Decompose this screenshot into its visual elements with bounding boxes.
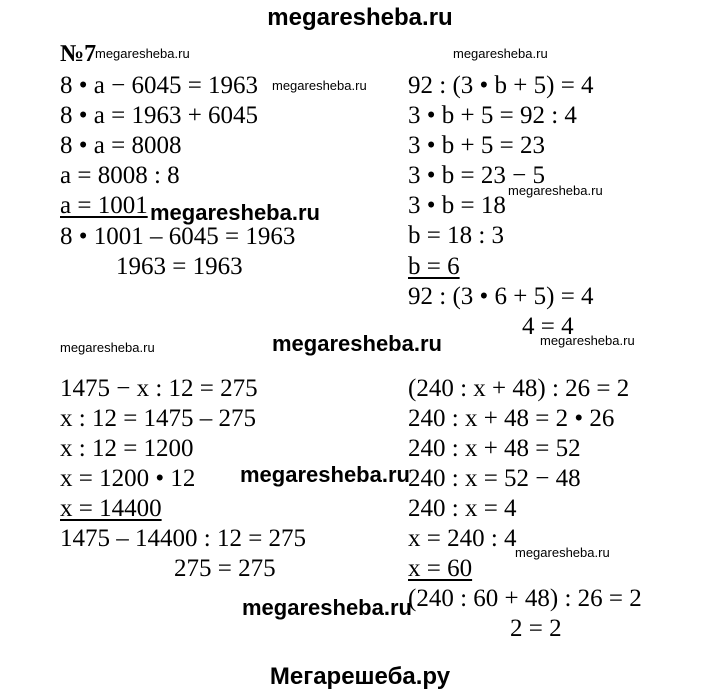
equation-line: 8 • a = 1963 + 6045 bbox=[60, 102, 259, 129]
check-line: 8 • 1001 – 6045 = 1963 bbox=[60, 223, 296, 250]
watermark-large: megaresheba.ru bbox=[240, 462, 410, 487]
equation-line: 3 • b = 23 − 5 bbox=[408, 162, 545, 189]
equation-line: 8 • a = 8008 bbox=[60, 132, 182, 159]
equation-line: 1475 − x : 12 = 275 bbox=[60, 375, 258, 402]
check-line: 1475 – 14400 : 12 = 275 bbox=[60, 525, 307, 552]
equation-line: b = 18 : 3 bbox=[408, 222, 505, 249]
check-result-line: 4 = 4 bbox=[522, 313, 574, 340]
watermark-small: megaresheba.ru bbox=[272, 78, 367, 93]
equation-line: x = 240 : 4 bbox=[408, 525, 517, 552]
equation-line: 3 • b + 5 = 23 bbox=[408, 132, 545, 159]
site-footer: Мегарешеба.ру bbox=[269, 663, 451, 690]
check-line: (240 : 60 + 48) : 26 = 2 bbox=[408, 585, 642, 612]
watermark-large: megaresheba.ru bbox=[150, 200, 320, 225]
watermark-large: megaresheba.ru bbox=[272, 331, 442, 356]
task-number: №7 bbox=[60, 41, 97, 67]
site-header: megaresheba.ru bbox=[267, 4, 453, 31]
equation-line: 240 : x + 48 = 2 • 26 bbox=[408, 405, 615, 432]
watermark-small: megaresheba.ru bbox=[60, 340, 155, 355]
watermark-small: megaresheba.ru bbox=[95, 46, 190, 61]
check-result-line: 1963 = 1963 bbox=[116, 253, 243, 280]
watermark-small: megaresheba.ru bbox=[508, 183, 603, 198]
watermark-small: megaresheba.ru bbox=[515, 545, 610, 560]
check-line: 92 : (3 • 6 + 5) = 4 bbox=[408, 283, 594, 310]
equation-line: x : 12 = 1200 bbox=[60, 435, 194, 462]
equation-line: x : 12 = 1475 – 275 bbox=[60, 405, 257, 432]
answer-line: a = 1001 bbox=[60, 192, 148, 219]
equation-line: 92 : (3 • b + 5) = 4 bbox=[408, 72, 594, 99]
equation-line: x = 1200 • 12 bbox=[60, 465, 196, 492]
equation-line: (240 : x + 48) : 26 = 2 bbox=[408, 375, 630, 402]
watermark-small: megaresheba.ru bbox=[453, 46, 548, 61]
equation-line: 3 • b + 5 = 92 : 4 bbox=[408, 102, 577, 129]
watermark-large: megaresheba.ru bbox=[242, 595, 412, 620]
watermark-small: megaresheba.ru bbox=[540, 333, 635, 348]
answer-line: x = 14400 bbox=[60, 495, 162, 522]
answer-line: b = 6 bbox=[408, 253, 460, 280]
check-result-line: 2 = 2 bbox=[510, 615, 562, 642]
equation-line: 3 • b = 18 bbox=[408, 192, 506, 219]
equation-line: 240 : x = 52 − 48 bbox=[408, 465, 581, 492]
equation-line: 240 : x = 4 bbox=[408, 495, 517, 522]
equation-line: 8 • a − 6045 = 1963 bbox=[60, 72, 259, 99]
equation-line: 240 : x + 48 = 52 bbox=[408, 435, 581, 462]
equation-line: a = 8008 : 8 bbox=[60, 162, 180, 189]
answer-line: x = 60 bbox=[408, 555, 473, 582]
check-result-line: 275 = 275 bbox=[174, 555, 276, 582]
